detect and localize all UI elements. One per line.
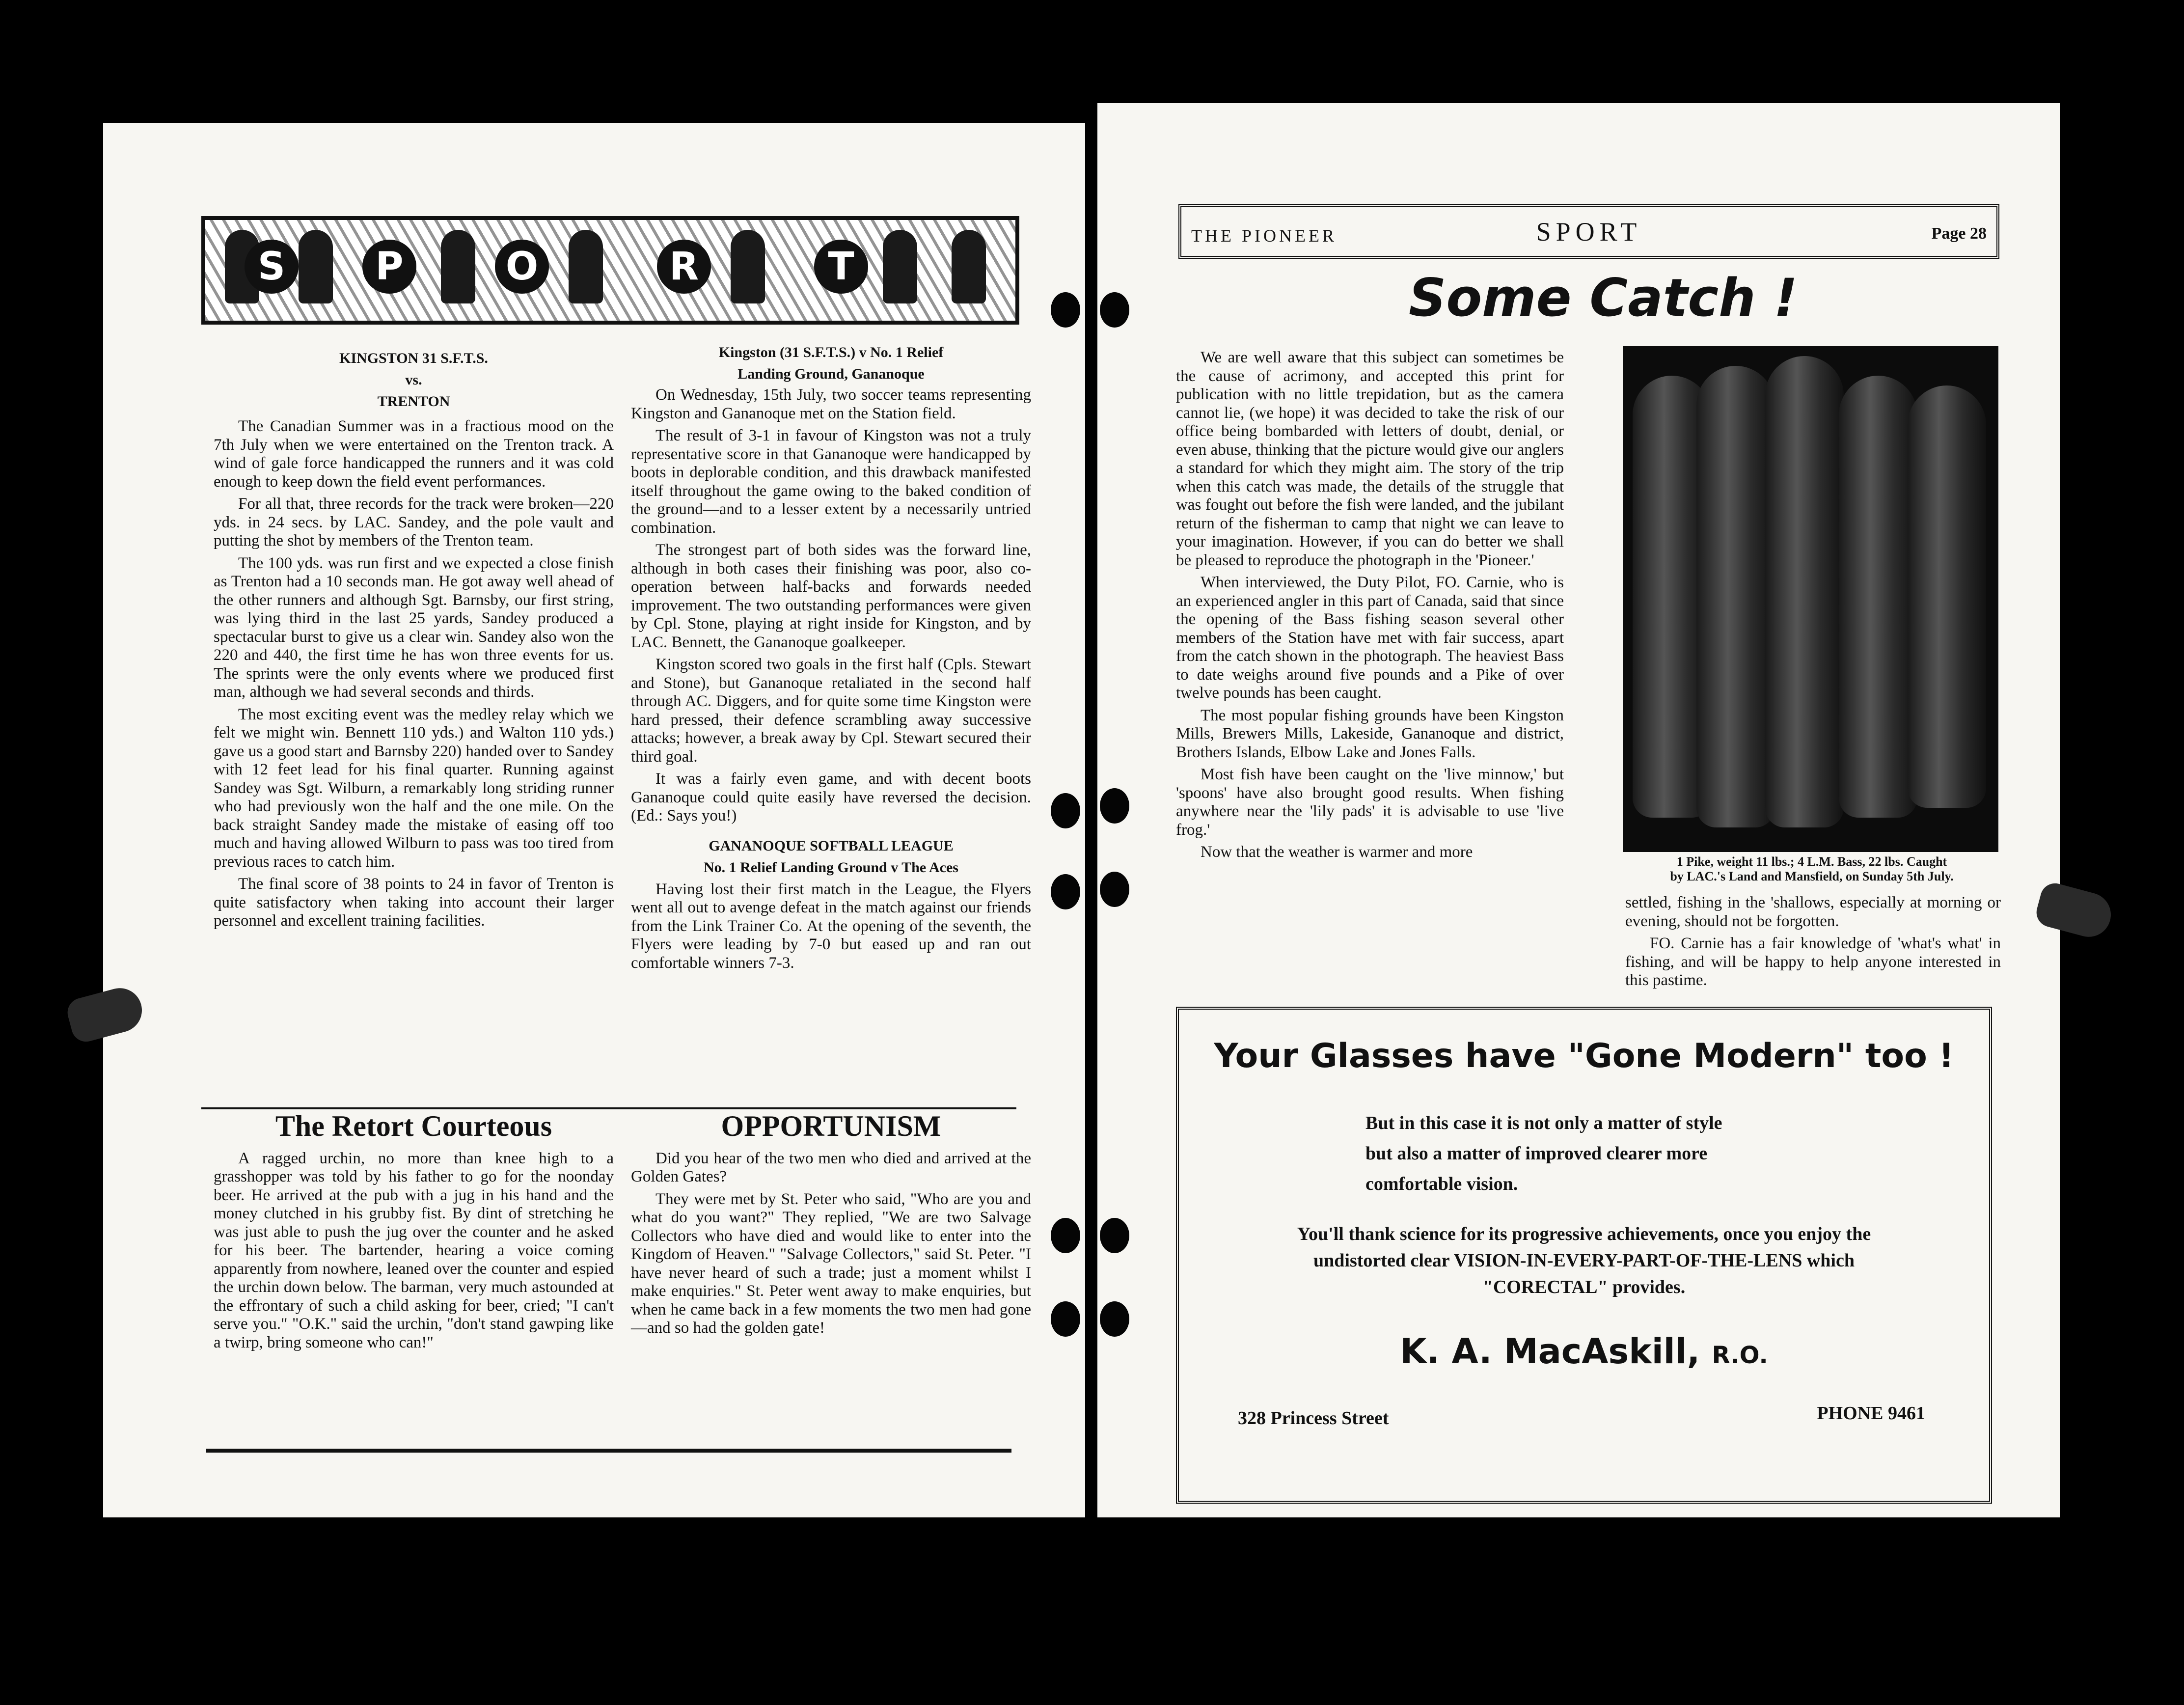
banner-letter: T: [814, 240, 868, 294]
article-title: KINGSTON 31 S.F.T.S.: [339, 350, 488, 366]
ad-body-line: undistorted clear VISION-IN-EVERY-PART-OF-THE-LENS which: [1313, 1250, 1855, 1271]
article-title: vs.: [405, 372, 422, 388]
jumper-figure-icon: [441, 230, 475, 303]
banner-letter: S: [245, 240, 299, 294]
paragraph: The result of 3-1 in favour of Kingston was not a truly representative score in that Gananoque were handicapped by boots in deplorable condition, and this drawback manifested itself throughout the game owing to the baked condition of the ground—and to a lesser extent by a necessarily untried combination.: [631, 427, 1031, 537]
fish-photo: [1623, 346, 1998, 852]
horizontal-rule: [201, 1107, 1016, 1109]
article-title: GANANOQUE SOFTBALL LEAGUE: [709, 837, 954, 854]
fish-image-icon: [1908, 385, 1986, 808]
ad-headline: Your Glasses have "Gone Modern" too !: [1214, 1037, 1954, 1075]
paragraph: A ragged urchin, no more than knee high to a grasshopper was told by his father to go for the noonday beer. He arrived at the pub with a jug in his hand and the money clutched in his grubby fist. By dint of stretching he was just able to push the jug over the counter and he asked for his beer. The bartender, hearing a voice coming apparently from nowhere, leaned over the counter and espied the urchin down below. The barman, very much astounded at the effrontary of such a child asking for beer, cried; "I can't serve you." "O.K." said the urchin, "don't stand gawping like a twirp, bring someone who can!": [214, 1149, 614, 1351]
ad-name: [1179, 1331, 1989, 1372]
paragraph: Kingston scored two goals in the first half (Cpls. Stewart and Stone), but Gananoque retaliated in the second half through AC. Diggers, and for quite some time Kingston were hard pressed, their defence scrambling away successive attacks; however, a break away by Cpl. Stewart secured their third goal.: [631, 656, 1031, 766]
fish-image-icon: [1839, 376, 1917, 818]
punch-hole-icon: [1051, 874, 1080, 909]
banner-letter: P: [362, 240, 416, 294]
ad-body-line: You'll thank science for its progressive achievements, once you enjoy the: [1297, 1224, 1871, 1244]
section-name: SPORT: [1536, 217, 1642, 247]
photo-caption: [1620, 854, 2003, 884]
ad-body-line: comfortable vision.: [1365, 1174, 1518, 1194]
advertisement-box: [1176, 1007, 1992, 1504]
paragraph: For all that, three records for the track were broken—220 yds. in 24 secs. by LAC. Sandey, and the pole vault and putting the shot by members of the Trenton team.: [214, 495, 614, 550]
article-continued: [1625, 894, 2001, 994]
paragraph: Most fish have been caught on the 'live minnow,' but 'spoons' have also brought good results. When fishing anywhere near the 'lily pads' it is advisable to use 'live frog.': [1176, 766, 1564, 839]
football-player-icon: [569, 230, 603, 303]
paragraph: The strongest part of both sides was the forward line, although in both cases their finishing was poor, also co-operation between half-backs and forwards needed improvement. The two outstanding performances were given by Cpl. Stone, playing at right inside for Kingston, and by LAC. Bennett, the Gananoque goalkeeper.: [631, 541, 1031, 651]
ad-phone: PHONE 9461: [1817, 1403, 1925, 1424]
punch-hole-icon: [1051, 793, 1080, 828]
article-title: OPPORTUNISM: [721, 1110, 941, 1142]
article-some-catch: [1176, 349, 1564, 866]
paragraph: Having lost their first match in the League, the Flyers went all out to avenge defeat in the match against our friends from the Link Trainer Co. At the opening of the seventh, the Flyers were leading by 7-0 but eased up and ran out comfortable winners 7-3.: [631, 880, 1031, 972]
paragraph: The Canadian Summer was in a fractious mood on the 7th July when we were entertained on the Trenton track. A wind of gale force handicapped the runners and it was cold enough to keep down the field event performances.: [214, 417, 614, 491]
paragraph: It was a fairly even game, and with decent boots Gananoque could quite easily have reversed the decision. (Ed.: Says you!): [631, 770, 1031, 825]
caption-line: 1 Pike, weight 11 lbs.; 4 L.M. Bass, 22 lbs. Caught: [1676, 854, 1947, 869]
left-page: [103, 123, 1085, 1517]
paragraph: FO. Carnie has a fair knowledge of 'what's what' in fishing, and will be happy to help anyone interested in this pastime.: [1625, 935, 2001, 989]
paragraph: We are well aware that this subject can sometimes be the cause of acrimony, and accepted this print for publication with no little trepidation, but as the camera cannot lie, (we hope) it was decided to take the risk of our office being bombarded with letters of doubt, denial, or even abuse, thinking that the picture would give our anglers a standard for which they might aim. The story of the trip when this catch was made, the details of the struggle that was fought out before the fish were landed, and the jubilant return of the fisherman to camp that night we can leave to your imagination. However, if you can do better we shall be pleased to reproduce the photograph in the 'Pioneer.': [1176, 349, 1564, 569]
punch-hole-icon: [1100, 1301, 1129, 1337]
bottom-rule: [206, 1449, 1011, 1453]
fish-image-icon: [1696, 366, 1775, 827]
paragraph: settled, fishing in the 'shallows, especially at morning or evening, should not be forgotten.: [1625, 894, 2001, 930]
paragraph: When interviewed, the Duty Pilot, FO. Carnie, who is an experienced angler in this part of Canada, said that since the opening of the Bass fishing season several other members of the Station have met with fair success, apart from the catch shown in the photograph. The heaviest Bass to date weighs around five pounds and a Pike of over twelve pounds has been caught.: [1176, 574, 1564, 702]
paragraph: Now that the weather is warmer and more: [1201, 843, 1473, 861]
ad-body: [1365, 1108, 1856, 1199]
punch-hole-icon: [1100, 872, 1129, 907]
hockey-player-icon: [883, 230, 917, 303]
article-opportunism: [631, 1110, 1031, 1342]
punch-hole-icon: [1100, 292, 1129, 328]
punch-hole-icon: [1100, 1218, 1129, 1253]
article-title: TRENTON: [377, 393, 450, 410]
paragraph: They were met by St. Peter who said, "Who are you and what do you want?" They replied, "We are two Salvage Collectors who have died and would like to enter into the Kingdom of Heaven." "Salvage Collectors," said St. Peter. "I have never heard of such a trade; just a moment whilst I make enquiries." St. Peter went away to make enquiries, but when he came back in a few moments the two men had gone—and so had the golden gate!: [631, 1190, 1031, 1337]
paragraph: The most popular fishing grounds have been Kingston Mills, Brewers Mills, Lakeside, Gananoque and district, Brothers Islands, Elbow Lake and Jones Falls.: [1176, 706, 1564, 761]
ad-body-line: But in this case it is not only a matter of style: [1365, 1113, 1722, 1133]
baseball-player-icon: [731, 230, 765, 303]
article-title: Kingston (31 S.F.T.S.) v No. 1 Relief: [718, 344, 944, 360]
article-title: Landing Ground, Gananoque: [737, 366, 925, 382]
paragraph: The most exciting event was the medley relay which we felt we might win. Bennett 110 yds.) and Walton 110 yds.) gave us a good start and Barnsby 220) handed over to Sandey with 12 feet lead for his final quarter. Running against Sandey was Sgt. Wilburn, a remarkably long striding runner who had previously won the half and the one mile. On the back straight Sandey made the mistake of easing off too much and having allowed Wilburn to pass was too tired from previous races to catch him.: [214, 705, 614, 871]
article-kingston-trenton: [214, 350, 614, 935]
banner-letter: R: [657, 240, 711, 294]
ad-body-line: "CORECTAL" provides.: [1482, 1277, 1686, 1297]
ad-address: 328 Princess Street: [1238, 1408, 1389, 1429]
sport-banner: [201, 216, 1019, 325]
page-header: [1178, 204, 1999, 259]
optician-name: K. A. MacAskill,: [1400, 1331, 1700, 1372]
punch-hole-icon: [1051, 292, 1080, 328]
article-retort-courteous: [214, 1110, 614, 1356]
publication-name: THE PIONEER: [1191, 226, 1337, 246]
optician-suffix: R.O.: [1712, 1342, 1768, 1369]
paragraph: The 100 yds. was run first and we expected a close finish as Trenton had a 10 seconds man. He got away well ahead of the other runners and although Sgt. Barnsby, our first string, was lying third in the last 25 yards, Sandey produced a spectacular burst to give us a clear win. Sandey also won the 220 and 440, the first time he has won three events for us. The sprints were the only events where we produced first man, although we had several seconds and thirds.: [214, 554, 614, 701]
caption-line: by LAC.'s Land and Mansfield, on Sunday 5th July.: [1670, 869, 1954, 883]
page-number: Page 28: [1931, 224, 1987, 243]
paragraph: The final score of 38 points to 24 in favor of Trenton is quite satisfactory when taking into account their larger personnel and excellent training facilities.: [214, 875, 614, 930]
article-title: No. 1 Relief Landing Ground v The Aces: [704, 859, 958, 876]
paragraph: Did you hear of the two men who died and arrived at the Golden Gates?: [631, 1149, 1031, 1185]
punch-hole-icon: [1051, 1218, 1080, 1253]
banner-letter: O: [495, 240, 549, 294]
paragraph: On Wednesday, 15th July, two soccer teams representing Kingston and Gananoque met on the Station field.: [631, 386, 1031, 422]
ad-body-line: but also a matter of improved clearer more: [1365, 1143, 1708, 1164]
punch-hole-icon: [1051, 1301, 1080, 1337]
hockey-player-icon: [952, 230, 986, 303]
article-title: The Retort Courteous: [275, 1110, 552, 1142]
right-page: [1097, 103, 2060, 1517]
ad-body-2: [1179, 1221, 1989, 1300]
headline: Some Catch !: [1409, 268, 1798, 328]
fish-image-icon: [1765, 356, 1844, 827]
article-soccer-gananoque: [631, 344, 1031, 976]
runner-figure-icon: [299, 230, 333, 303]
punch-hole-icon: [1100, 788, 1129, 824]
